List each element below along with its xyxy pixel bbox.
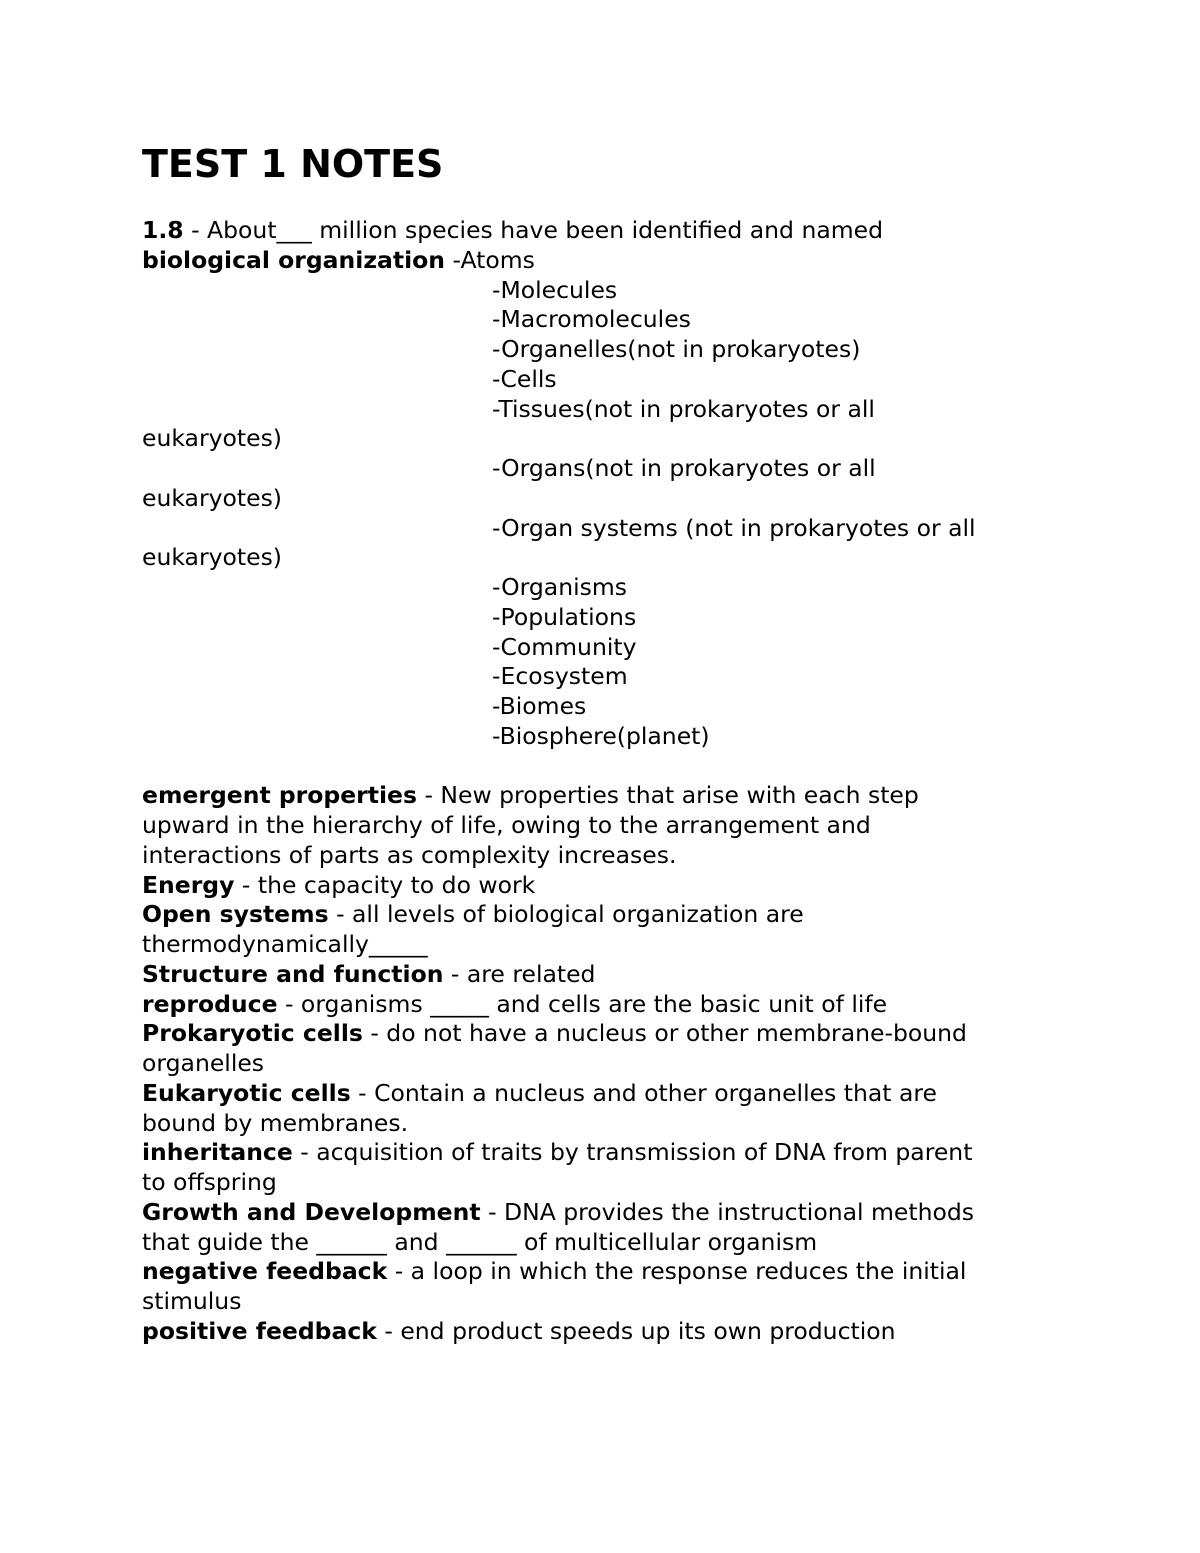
definition-term: inheritance [142, 1138, 293, 1167]
definition-text: - the capacity to do work [234, 870, 536, 899]
definition-text: - New properties that arise with each step [416, 781, 919, 810]
definition-term: Open systems [142, 900, 329, 929]
definition-text: - Contain a nucleus and other organelles that are [350, 1078, 937, 1107]
definition-text: - organisms _____ and cells are the basic unit of life [277, 989, 888, 1018]
bio-org-level: -Populations [492, 602, 637, 631]
bio-org-level: -Molecules [492, 275, 618, 304]
definition-text: - a loop in which the response reduces the initial [387, 1257, 967, 1286]
definition-text: organelles [142, 1049, 265, 1077]
emergent-properties-line [142, 781, 1062, 811]
definition-text: - are related [443, 959, 596, 988]
bio-org-level: -Community [492, 632, 637, 661]
bio-org-wrap: eukaryotes) [142, 483, 282, 512]
bio-org-term: biological organization [142, 245, 446, 274]
inheritance-line [142, 1138, 1062, 1168]
bio-org-level: -Cells [492, 364, 557, 393]
intro-term: 1.8 [142, 216, 184, 244]
bio-org-level: -Ecosystem [492, 662, 628, 691]
reproduce-line [142, 990, 1062, 1020]
definition-text: stimulus [142, 1287, 242, 1315]
definition-text: upward in the hierarchy of life, owing to the arrangement and [142, 811, 871, 839]
intro-text: - About___ million species have been identified and named [183, 216, 884, 244]
notes-body [142, 216, 1062, 1347]
bio-org-level: -Biomes [492, 692, 587, 720]
growth-development-line [142, 1198, 1062, 1228]
definition-term: reproduce [142, 989, 278, 1018]
eukaryotic-cells-line [142, 1079, 1062, 1109]
definition-text: interactions of parts as complexity increases. [142, 840, 677, 869]
definition-text: to offspring [142, 1168, 277, 1196]
bio-org-level: -Biosphere(planet) [492, 721, 710, 750]
definition-term: positive feedback [142, 1316, 377, 1345]
definition-text: bound by membranes. [142, 1108, 409, 1137]
positive-feedback-line [142, 1317, 1062, 1347]
definition-text: - acquisition of traits by transmission of DNA from parent [292, 1138, 973, 1167]
definition-text: thermodynamically_____ [142, 930, 428, 958]
definition-term: Structure and function [142, 959, 444, 988]
definition-text: - do not have a nucleus or other membrane-bound [362, 1019, 967, 1048]
energy-line [142, 871, 1062, 901]
definition-term: Energy [142, 870, 235, 899]
bio-org-wrap: eukaryotes) [142, 424, 282, 453]
bio-org-level: -Organelles(not in prokaryotes) [492, 335, 861, 363]
definition-text: - all levels of biological organization are [328, 900, 804, 929]
structure-function-line [142, 960, 1062, 990]
prokaryotic-cells-line [142, 1019, 1062, 1049]
definition-text: - DNA provides the instructional methods [480, 1197, 975, 1226]
bio-org-level-tissues: -Tissues(not in prokaryotes or all [492, 394, 875, 423]
bio-org-level-atoms: -Atoms [445, 245, 535, 274]
definition-term: negative feedback [142, 1257, 388, 1286]
bio-org-level-organs: -Organs(not in prokaryotes or all [492, 454, 876, 482]
definition-text: that guide the ______ and ______ of multicellular organism [142, 1227, 818, 1256]
definition-term: Prokaryotic cells [142, 1019, 363, 1048]
negative-feedback-line [142, 1257, 1062, 1287]
paragraph-spacer [142, 752, 1062, 782]
intro-line [142, 216, 1062, 246]
bio-org-level-organ-systems: -Organ systems (not in prokaryotes or all [492, 513, 976, 542]
definition-term: Growth and Development [142, 1197, 481, 1226]
definition-text: - end product speeds up its own production [376, 1316, 896, 1345]
definition-term: emergent properties [142, 781, 417, 810]
definition-term: Eukaryotic cells [142, 1078, 351, 1107]
open-systems-line [142, 900, 1062, 930]
bio-org-level: -Macromolecules [492, 305, 691, 334]
bio-org-level: -Organisms [492, 573, 627, 601]
page-title: TEST 1 NOTES [142, 142, 444, 186]
bio-org-wrap: eukaryotes) [142, 543, 282, 572]
bio-org-line [142, 246, 1062, 276]
